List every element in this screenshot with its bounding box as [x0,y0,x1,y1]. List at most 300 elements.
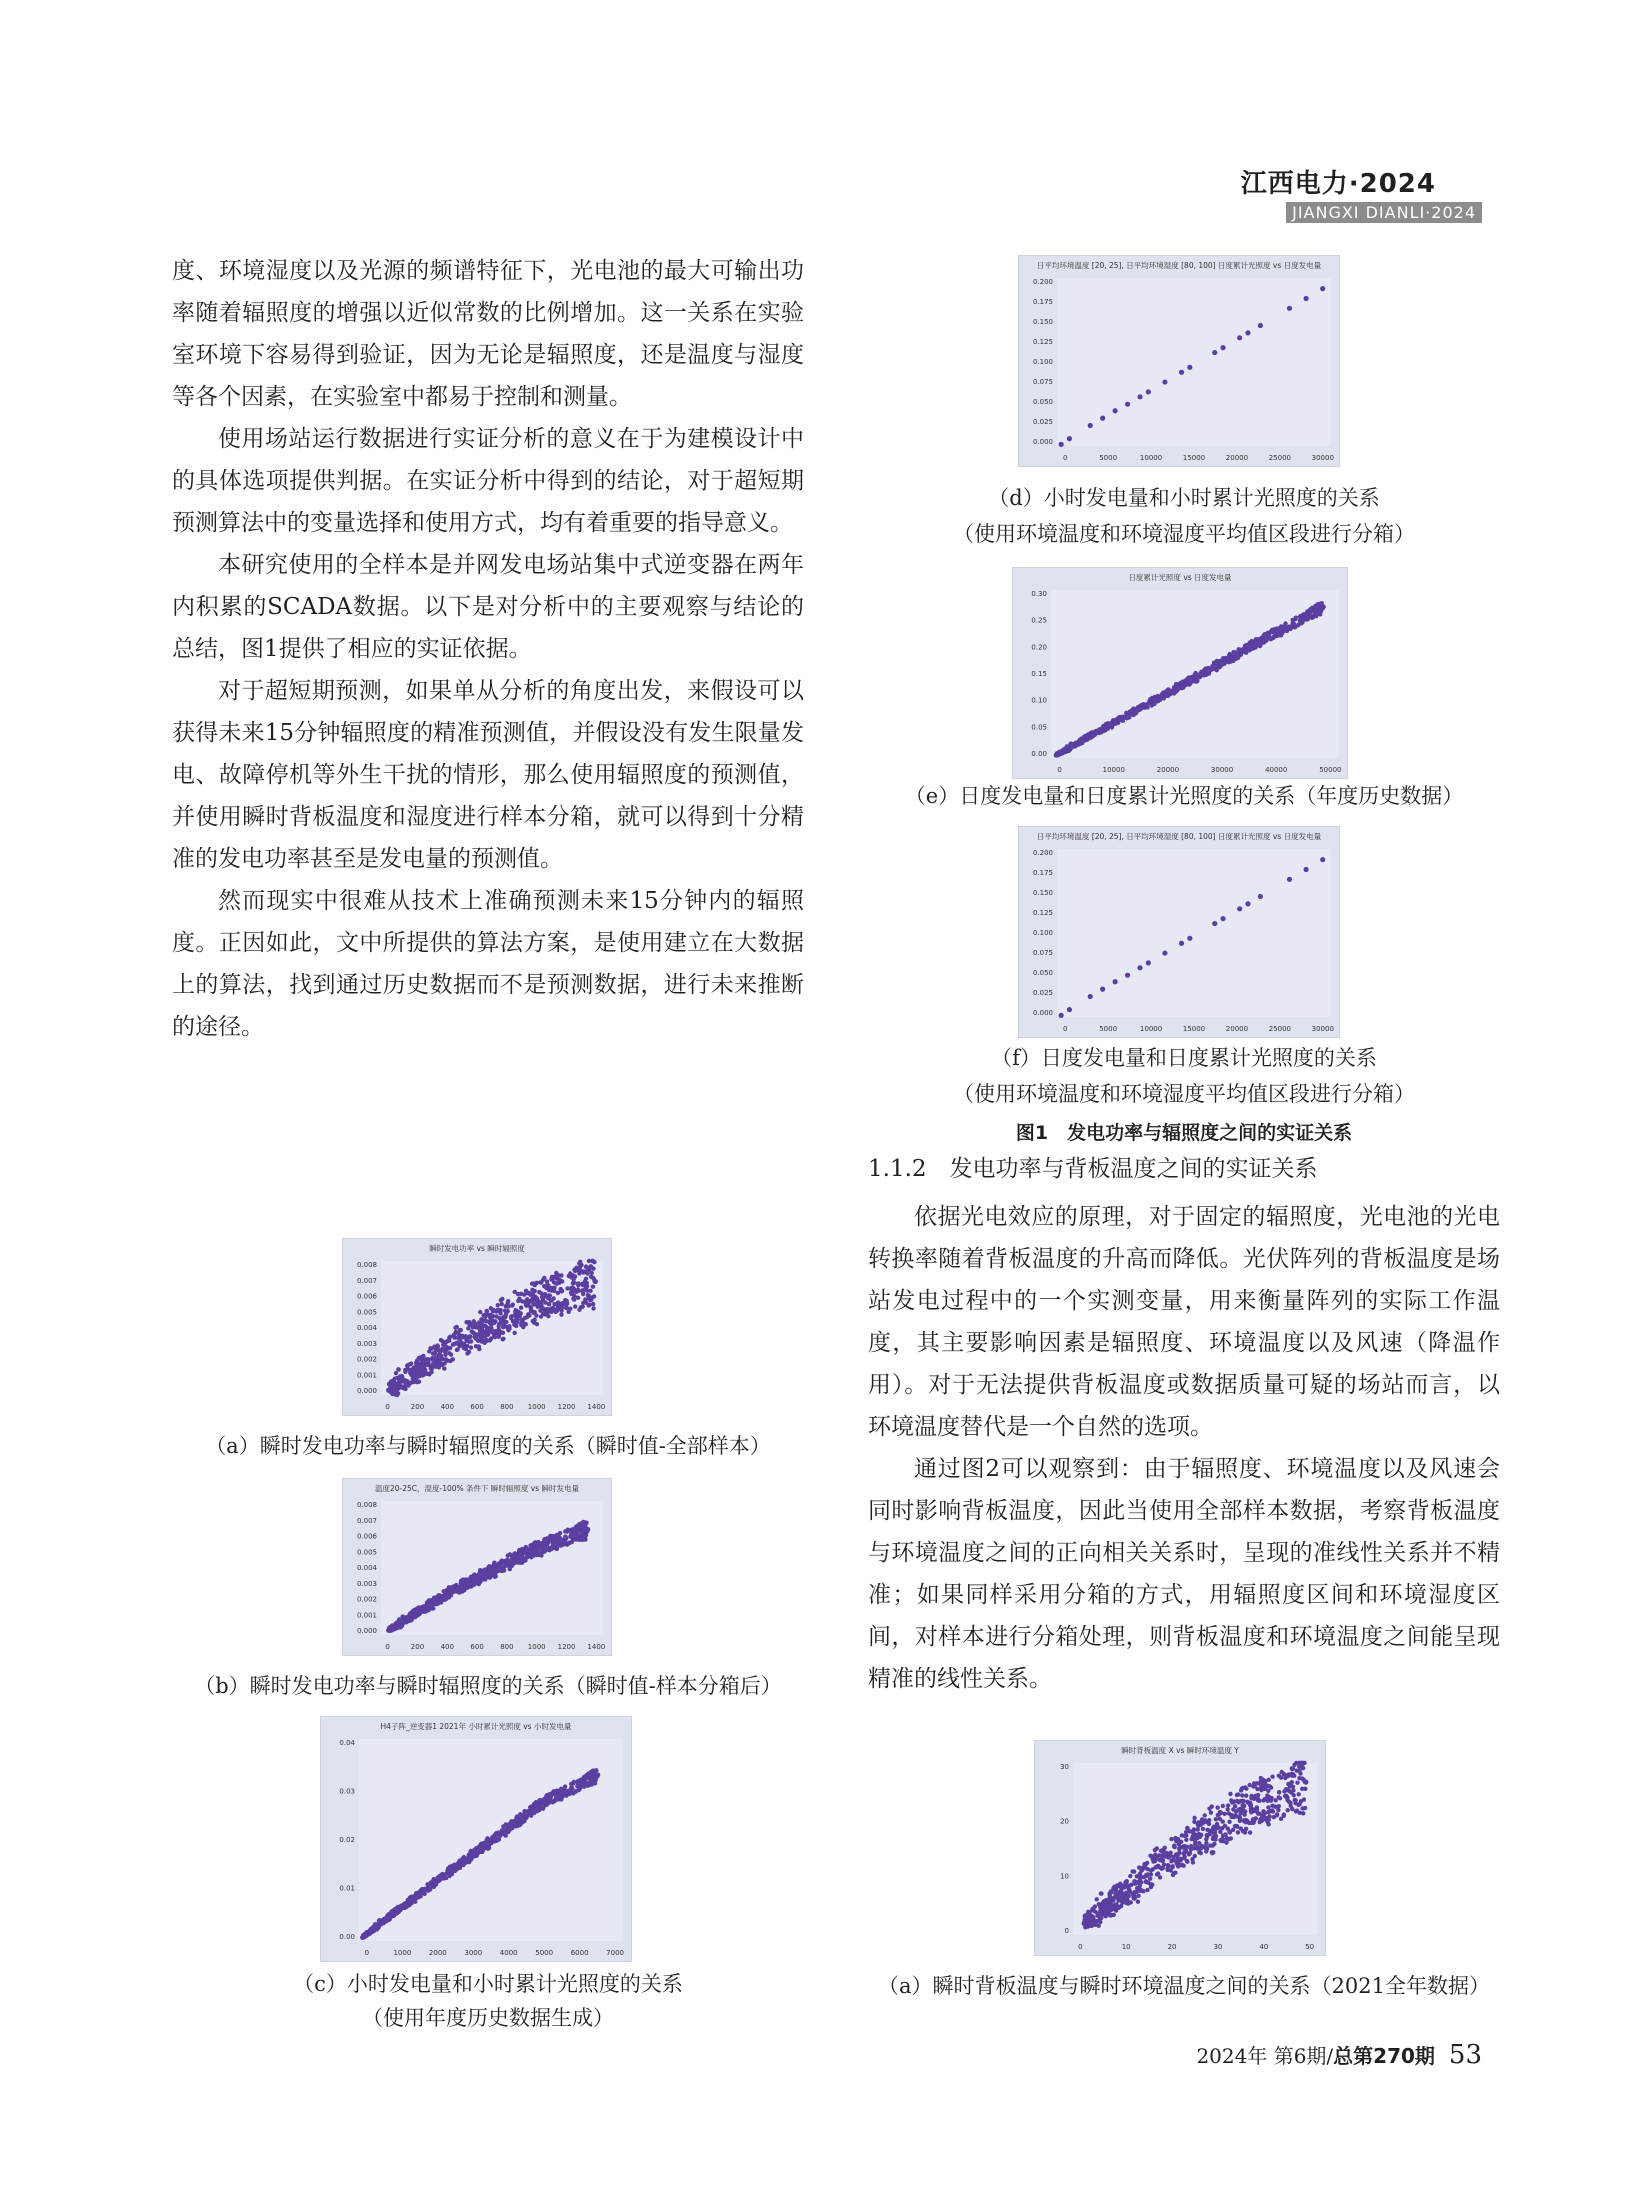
scatter-cloud-point [464,1347,468,1351]
x-tick-label: 15000 [1182,454,1206,462]
data-point [414,1894,419,1899]
data-point [386,1628,391,1633]
data-point [487,1840,492,1845]
scatter-cloud-point [483,1843,487,1847]
scatter-cloud-point [1290,625,1294,629]
y-tick-label: 0.10 [1031,696,1047,705]
data-point [1067,436,1072,441]
scatter-cloud-point [439,1873,443,1877]
y-tick-label: 0.150 [1032,318,1053,326]
page-footer [1196,2040,1482,2070]
scatter-cloud-point [537,1806,541,1810]
data-point [378,1920,383,1925]
data-point [1179,941,1184,946]
x-tick-label: 30000 [1210,766,1234,774]
y-tick-label: 0.003 [356,1339,377,1348]
data-point [1113,408,1118,413]
data-point [1248,1802,1253,1807]
scatter-cloud-point [1148,1877,1152,1881]
scatter-cloud-point [403,1370,407,1374]
scatter-cloud-point [458,1337,462,1341]
x-tick-label: 2000 [428,1949,447,1957]
scatter-cloud-point [1145,1888,1149,1892]
data-point [1111,720,1116,725]
data-point [417,1609,422,1614]
scatter-cloud-point [391,1625,395,1629]
scatter-cloud-point [425,1608,429,1612]
data-point [1179,370,1184,375]
scatter-cloud-point [549,1298,553,1302]
data-point [478,1328,483,1333]
scatter-cloud-point [1092,1922,1096,1926]
data-point [1146,389,1151,394]
x-tick-label: 4000 [499,1949,518,1957]
scatter-cloud-point [456,1588,460,1592]
scatter-cloud-point [474,1344,478,1348]
scatter-cloud-point [568,1306,572,1310]
scatter-cloud-point [1215,1805,1219,1809]
scatter-cloud-point [1234,1809,1238,1813]
y-tick-label: 0.050 [1032,398,1053,406]
data-point [1245,330,1250,335]
chart-title: H4子阵_逆变器1 2021年 小时累计光照度 vs 小时发电量 [380,1722,572,1731]
figure-1-title: 图1 发电功率与辐照度之间的实证关系 [1015,1122,1353,1144]
x-tick-label: 50000 [1319,766,1342,774]
scatter-cloud-point [411,1615,415,1619]
scatter-cloud-point [1256,1811,1260,1815]
figure-2a-caption: （a）瞬时背板温度与瞬时环境温度之间的关系（2021全年数据） [878,1974,1490,1998]
scatter-cloud-point [1224,656,1228,660]
x-tick-label: 1400 [587,1403,606,1411]
scatter-cloud-point [517,1296,521,1300]
scatter-cloud-point [573,1269,577,1273]
scatter-cloud-point [592,1780,596,1784]
scatter-cloud-point [1118,1883,1122,1887]
scatter-cloud-point [519,1306,523,1310]
scatter-cloud-point [506,1299,510,1303]
scatter-cloud-point [1163,1854,1167,1858]
data-point [1174,685,1179,690]
scatter-cloud-point [414,1360,418,1364]
scatter-cloud-point [411,1377,415,1381]
data-point [580,1282,585,1287]
y-tick-label: 0.000 [1032,1009,1053,1017]
data-point [1285,1787,1290,1792]
data-point [1216,662,1221,667]
scatter-cloud-point [1184,1845,1188,1849]
scatter-cloud-point [1207,1818,1211,1822]
scatter-cloud-point [1166,1863,1170,1867]
scatter-cloud-point [431,1362,435,1366]
data-point [541,1799,546,1804]
scatter-cloud-point [590,1259,594,1263]
y-tick-label: 0.008 [356,1261,377,1269]
scatter-cloud-point [1242,1809,1246,1813]
x-tick-label: 200 [410,1643,425,1651]
data-point [1153,697,1158,702]
x-tick-label: 20000 [1225,1025,1249,1033]
scatter-cloud-point [573,1304,577,1308]
scatter-cloud-point [524,1289,528,1293]
scatter-cloud-point [1266,1822,1270,1826]
scatter-cloud-point [1196,1827,1200,1831]
scatter-cloud-point [522,1292,526,1296]
scatter-cloud-point [1145,1874,1149,1878]
data-point [505,1826,510,1831]
x-tick-label: 400 [440,1403,454,1411]
y-tick-label: 0.03 [339,1787,355,1796]
data-point [1303,296,1308,301]
data-point [1125,973,1130,978]
scatter-cloud-point [1221,1819,1225,1823]
scatter-cloud-point [406,1904,410,1908]
plot-area [1057,849,1331,1017]
scatter-cloud-point [1299,1761,1303,1765]
plot-area [1057,278,1331,446]
scatter-cloud-point [459,1328,463,1332]
scatter-cloud-point [455,1348,459,1352]
scatter-cloud-point [1208,668,1212,672]
data-point [1212,921,1217,926]
scatter-cloud-point [1212,1842,1216,1846]
data-point [1088,423,1093,428]
scatter-cloud-point [1199,1833,1203,1837]
scatter-cloud-point [1223,1824,1227,1828]
data-point [1162,379,1167,384]
scatter-cloud-point [438,1596,442,1600]
scatter-cloud-point [468,1849,472,1853]
scatter-cloud-point [1112,1906,1116,1910]
scatter-cloud-point [591,1306,595,1310]
data-point [1192,1837,1197,1842]
scatter-cloud-point [473,1322,477,1326]
data-point [593,1279,598,1284]
data-point [1237,650,1242,655]
scatter-cloud-point [500,1302,504,1306]
scatter-cloud-point [1197,1850,1201,1854]
data-point [1162,950,1167,955]
page-number: 53 [1448,2040,1482,2070]
scatter-cloud-point [1254,1816,1258,1820]
data-point [397,1380,402,1385]
scatter-cloud-point [1300,1806,1304,1810]
scatter-cloud-point [1235,1814,1239,1818]
scatter-cloud-point [585,1288,589,1292]
scatter-cloud-point [409,1361,413,1365]
scatter-cloud-point [1176,1839,1180,1843]
scatter-cloud-point [1158,694,1162,698]
scatter-cloud-point [1184,1838,1188,1842]
scatter-cloud-point [417,1374,421,1378]
scatter-cloud-point [449,1352,453,1356]
scatter-cloud-point [1248,1830,1252,1834]
scatter-cloud-point [490,1330,494,1334]
scatter-cloud-point [1136,1900,1140,1904]
scatter-cloud-point [1258,1820,1262,1824]
data-point [478,1574,483,1579]
scatter-cloud-point [1095,1897,1099,1901]
scatter-cloud-point [473,1332,477,1336]
figure-f-caption-note: （使用环境温度和环境湿度平均值区段进行分箱） [953,1082,1415,1106]
scatter-cloud-point [1197,1841,1201,1845]
scatter-cloud-point [491,1309,495,1313]
data-point [513,1309,518,1314]
scatter-cloud-point [501,1331,505,1335]
y-tick-label: 0.000 [1032,438,1053,446]
scatter-cloud-point [1203,666,1207,670]
figure-d-caption-note: （使用环境温度和环境湿度平均值区段进行分箱） [953,522,1415,546]
scatter-cloud-point [427,1372,431,1376]
scatter-cloud-point [1282,1812,1286,1816]
scatter-cloud-point [1293,617,1297,621]
scatter-cloud-point [410,1901,414,1905]
data-point [1300,615,1305,620]
y-tick-label: 0 [1064,1927,1069,1935]
scatter-cloud-point [1192,1816,1196,1820]
scatter-cloud-point [1275,1813,1279,1817]
scatter-cloud-point [541,1277,545,1281]
scatter-cloud-point [514,1317,518,1321]
left-column [172,250,804,1048]
scatter-cloud-point [509,1316,513,1320]
data-point [1303,867,1308,872]
data-point [1137,965,1142,970]
scatter-cloud-point [1299,1799,1303,1803]
data-point [409,1372,414,1377]
scatter-cloud-point [513,1290,517,1294]
scatter-cloud-point [590,1295,594,1299]
figure-c-caption: （c）小时发电量和小时累计光照度的关系 [293,1972,683,1996]
scatter-cloud-point [1228,652,1232,656]
scatter-cloud-point [503,1564,507,1568]
scatter-cloud-point [1083,738,1087,742]
figure-e-caption: （e）日度发电量和日度累计光照度的关系（年度历史数据） [904,784,1464,808]
data-point [1320,286,1325,291]
scatter-cloud-point [1210,1851,1214,1855]
scatter-cloud-point [437,1353,441,1357]
scatter-cloud-point [448,1359,452,1363]
scatter-cloud-point [543,1300,547,1304]
x-tick-label: 1200 [557,1403,576,1411]
scatter-cloud-point [424,1357,428,1361]
scatter-cloud-point [1168,1868,1172,1872]
scatter-cloud-point [1201,1827,1205,1831]
scatter-cloud-point [1171,1873,1175,1877]
scatter-cloud-point [484,1325,488,1329]
paragraph: 通过图2可以观察到：由于辐照度、环境温度以及风速会同时影响背板温度，因此当使用全部样本数据，考察背板温度与环境温度之间的正向相关关系时，呈现的准线性关系并不精准；如果同样采用分箱的方式，用辐照度区间和环境湿度区间，对样本进行分箱处理，则背板温度和环境温度之间能呈现精准的线性关系。 [868,1456,1500,1692]
y-tick-label: 0.04 [339,1739,355,1747]
scatter-cloud-point [479,1336,483,1340]
x-tick-label: 15000 [1182,1025,1206,1033]
scatter-cloud-point [1269,637,1273,641]
scatter-cloud-point [396,1367,400,1371]
scatter-cloud-point [552,1302,556,1306]
scatter-cloud-point [1093,1910,1097,1914]
data-point [535,1298,540,1303]
footer-issue: 2024年 第6期/ [1196,2044,1334,2068]
data-point [421,1364,426,1369]
data-point [1258,323,1263,328]
scatter-cloud-point [477,1846,481,1850]
data-point [1146,960,1151,965]
scatter-cloud-point [400,1903,404,1907]
scatter-cloud-point [560,1301,564,1305]
scatter-cloud-point [1228,1792,1232,1796]
data-point [447,1590,452,1595]
scatter-cloud-point [1226,1803,1230,1807]
scatter-cloud-point [550,1277,554,1281]
scatter-cloud-point [586,1293,590,1297]
scatter-cloud-point [439,1338,443,1342]
scatter-cloud-point [578,1260,582,1264]
scatter-cloud-point [1146,1881,1150,1885]
scatter-cloud-point [574,1525,578,1529]
y-tick-label: 0.002 [356,1595,377,1604]
x-tick-label: 0 [1062,1025,1068,1033]
scatter-cloud-point [1253,1784,1257,1788]
scatter-cloud-point [486,1313,490,1317]
scatter-cloud-point [537,1303,541,1307]
scatter-cloud-point [1234,657,1238,661]
scatter-cloud-point [519,1554,523,1558]
scatter-cloud-point [1311,607,1315,611]
scatter-cloud-point [439,1600,443,1604]
scatter-cloud-point [1270,1774,1274,1778]
data-point [501,1315,506,1320]
scatter-cloud-point [1196,1822,1200,1826]
scatter-cloud-point [591,1302,595,1306]
x-tick-label: 600 [470,1403,484,1411]
scatter-cloud-point [1180,686,1184,690]
scatter-cloud-point [497,1324,501,1328]
y-tick-label: 0.000 [356,1627,377,1635]
y-tick-label: 30 [1060,1763,1069,1771]
data-point [1137,1879,1142,1884]
x-tick-label: 50 [1305,1943,1315,1951]
figure-f-chart [1018,826,1340,1038]
scatter-cloud-point [569,1790,573,1794]
y-tick-label: 0.05 [1031,723,1047,732]
scatter-cloud-point [446,1868,450,1872]
scatter-cloud-point [506,1328,510,1332]
scatter-cloud-point [479,1317,483,1321]
scatter-cloud-point [469,1339,473,1343]
scatter-cloud-point [1150,1857,1154,1861]
scatter-cloud-point [432,1352,436,1356]
scatter-cloud-point [394,1371,398,1375]
x-tick-label: 5000 [1099,454,1118,462]
scatter-cloud-point [499,1298,503,1302]
x-tick-label: 1000 [527,1643,546,1651]
y-tick-label: 0.02 [339,1836,355,1844]
data-point [1320,857,1325,862]
scatter-cloud-point [559,1797,563,1801]
scatter-cloud-point [472,1583,476,1587]
data-point [1258,638,1263,643]
x-tick-label: 30 [1213,1943,1223,1951]
scatter-cloud-point [458,1581,462,1585]
scatter-cloud-point [1172,691,1176,695]
figure-a-chart [342,1238,612,1416]
data-point [360,1935,365,1940]
scatter-cloud-point [432,1595,436,1599]
scatter-cloud-point [584,1264,588,1268]
scatter-cloud-point [462,1342,466,1346]
scatter-cloud-point [1169,1837,1173,1841]
scatter-cloud-point [1203,1813,1207,1817]
scatter-cloud-point [1262,638,1266,642]
scatter-cloud-point [565,1302,569,1306]
y-tick-label: 0.000 [356,1387,377,1395]
scatter-cloud-point [1238,1819,1242,1823]
data-point [524,1303,529,1308]
data-point [554,1538,559,1543]
scatter-cloud-point [506,1309,510,1313]
x-tick-label: 25000 [1268,454,1291,462]
scatter-cloud-point [1139,703,1143,707]
scatter-cloud-point [535,1322,539,1326]
y-tick-label: 20 [1060,1817,1069,1826]
chart-title: 瞬时发电功率 vs 瞬时辐照度 [429,1244,525,1253]
figure-a-caption: （a）瞬时发电功率与瞬时辐照度的关系（瞬时值-全部样本） [205,1434,771,1458]
scatter-cloud-point [1120,716,1124,720]
y-tick-label: 0.003 [356,1579,377,1588]
scatter-cloud-point [1235,1824,1239,1828]
scatter-cloud-point [1178,1857,1182,1861]
scatter-cloud-point [500,1337,504,1341]
scatter-cloud-point [1096,1918,1100,1922]
scatter-cloud-point [390,1914,394,1918]
scatter-cloud-point [571,1281,575,1285]
y-tick-label: 0.004 [356,1324,377,1332]
y-tick-label: 0.200 [1032,278,1053,286]
scatter-cloud-point [565,1529,569,1533]
data-point [1287,877,1292,882]
scatter-cloud-point [564,1306,568,1310]
scatter-cloud-point [1228,1830,1232,1834]
x-tick-label: 10 [1121,1943,1131,1951]
scatter-cloud-point [1291,1772,1295,1776]
scatter-cloud-point [366,1931,370,1935]
x-tick-label: 10000 [1102,766,1125,774]
data-point [1100,1906,1105,1911]
scatter-cloud-point [1211,1835,1215,1839]
scatter-cloud-point [499,1564,503,1568]
scatter-cloud-point [1166,694,1170,698]
scatter-cloud-point [1207,1806,1211,1810]
scatter-cloud-point [1273,1798,1277,1802]
scatter-cloud-point [1283,1776,1287,1780]
paragraph: 依据光电效应的原理，对于固定的辐照度，光电池的光电转换率随着背板温度的升高而降低。光伏阵列的背板温度是场站发电过程中的一个实测变量，用来衡量阵列的实际工作温度，其主要影响因素是辐照度、环境温度以及风速（降温作用）。对于无法提供背板温度或数据质量可疑的场站而言，以环境温度替代是一个自然的选项。 [868,1204,1500,1440]
scatter-cloud-point [1317,611,1321,615]
scatter-cloud-point [1225,1807,1229,1811]
scatter-cloud-point [500,1569,504,1573]
scatter-cloud-point [1218,1810,1222,1814]
scatter-cloud-point [503,1831,507,1835]
scatter-cloud-point [1180,1833,1184,1837]
scatter-cloud-point [1279,1775,1283,1779]
y-tick-label: 0.00 [1031,750,1047,758]
data-point [386,1388,391,1393]
scatter-cloud-point [1172,1845,1176,1849]
scatter-cloud-point [485,1569,489,1573]
scatter-cloud-point [545,1279,549,1283]
data-point [523,1813,528,1818]
y-tick-label: 10 [1060,1872,1069,1881]
figure-f-caption: （f）日度发电量和日度累计光照度的关系 [991,1046,1377,1070]
x-tick-label: 5000 [535,1949,554,1957]
data-point [1245,901,1250,906]
